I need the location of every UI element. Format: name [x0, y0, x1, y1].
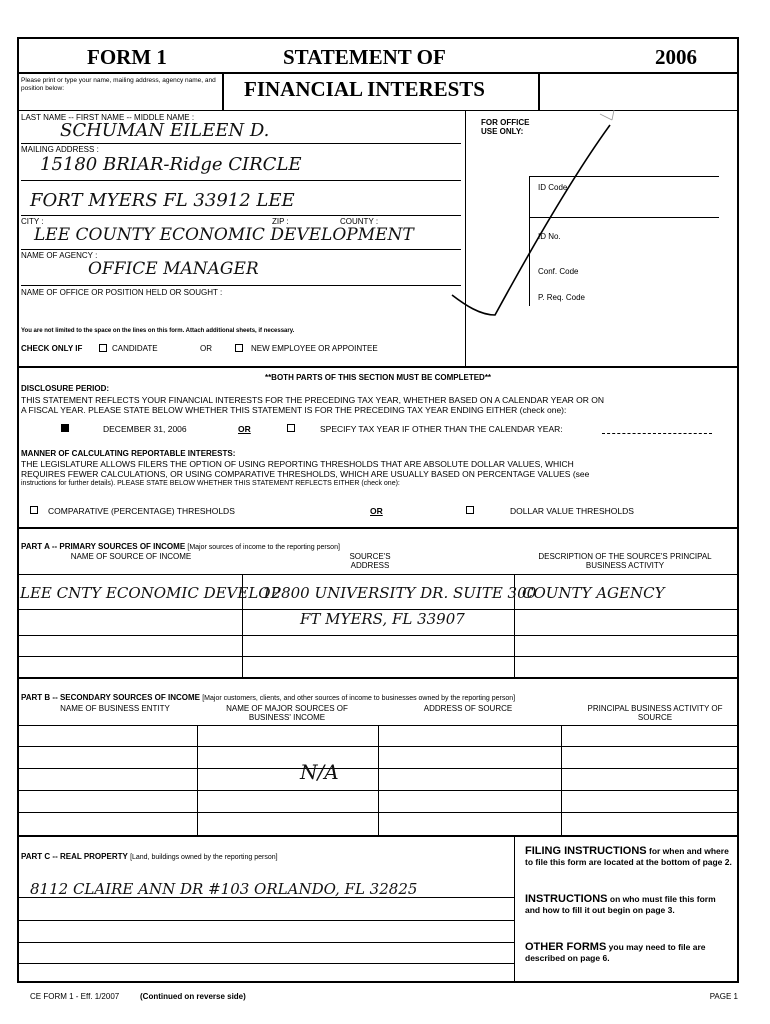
part-a-row1-address: 12800 UNIVERSITY DR. SUITE 300: [262, 584, 537, 602]
other-forms-title: OTHER FORMS: [525, 941, 607, 953]
candidate-checkbox[interactable]: [99, 344, 107, 352]
part-a-title: PART A -- PRIMARY SOURCES OF INCOME: [21, 542, 186, 551]
other-forms-text: you may need to file are described on page 6.: [525, 942, 706, 963]
office-use-title: FOR OFFICE USE ONLY:: [481, 118, 530, 136]
check-only-if: CHECK ONLY IF: [21, 344, 83, 353]
general-instructions-text: on who must file this form and how to fill it out begin on page 3.: [525, 894, 716, 915]
name-label: LAST NAME -- FIRST NAME -- MIDDLE NAME :: [21, 113, 195, 122]
part-a-heading: [21, 542, 340, 552]
footer-continued: (Continued on reverse side): [140, 992, 246, 1001]
or-label: OR: [200, 344, 212, 353]
specify-checkbox[interactable]: [287, 424, 295, 432]
part-b-col2: NAME OF MAJOR SOURCES OF BUSINESS' INCOME: [226, 704, 348, 722]
part-c-row1: 8112 CLAIRE ANN DR #103 ORLANDO, FL 32825: [30, 880, 418, 898]
part-a-subtitle: [Major sources of income to the reporting person]: [187, 544, 340, 551]
id-code-label: ID Code: [538, 183, 568, 192]
city-label: CITY :: [21, 217, 44, 226]
part-b-col4: PRINCIPAL BUSINESS ACTIVITY OF SOURCE: [587, 704, 723, 722]
position-label: NAME OF OFFICE OR POSITION HELD OR SOUGHT :: [21, 288, 223, 297]
comparative-label: COMPARATIVE (PERCENTAGE) THRESHOLDS: [48, 506, 235, 516]
candidate-label: CANDIDATE: [112, 344, 158, 353]
part-a-row2-address: FT MYERS, FL 33907: [300, 610, 465, 628]
manner-text3: instructions for further details). PLEASE STATE BELOW WHETHER THIS STATEMENT REFLECTS EITHER (check one):: [21, 480, 400, 487]
comparative-checkbox[interactable]: [30, 506, 38, 514]
manner-or: OR: [370, 506, 383, 516]
dollar-label: DOLLAR VALUE THRESHOLDS: [510, 506, 634, 516]
part-b-title: PART B -- SECONDARY SOURCES OF INCOME: [21, 693, 200, 702]
county-label: COUNTY :: [340, 217, 379, 226]
manner-label: MANNER OF CALCULATING REPORTABLE INTERESTS:: [21, 449, 236, 458]
part-c-title: PART C -- REAL PROPERTY: [21, 852, 128, 861]
general-instructions: [525, 894, 733, 915]
part-b-subtitle: [Major customers, clients, and other sources of income to businesses owned by the reporting person]: [202, 695, 516, 702]
title-line2: FINANCIAL INTERESTS: [244, 77, 485, 101]
new-employee-label: NEW EMPLOYEE OR APPOINTEE: [251, 344, 378, 353]
p-req-code-label: P. Req. Code: [538, 293, 585, 302]
dollar-checkbox[interactable]: [466, 506, 474, 514]
both-parts-note: **BOTH PARTS OF THIS SECTION MUST BE COMPLETED**: [264, 373, 492, 382]
mailing-line2: FORT MYERS FL 33912 LEE: [30, 190, 295, 211]
part-a-col3: DESCRIPTION OF THE SOURCE'S PRINCIPAL BUSINESS ACTIVITY: [538, 552, 712, 570]
position-value: OFFICE MANAGER: [88, 259, 259, 279]
id-no-label: ID No.: [538, 232, 561, 241]
form-number: FORM 1: [87, 45, 167, 69]
filing-instructions-title: FILING INSTRUCTIONS: [525, 845, 647, 857]
disclosure-period-label: DISCLOSURE PERIOD:: [21, 384, 110, 393]
part-a-row1-name: LEE CNTY ECONOMIC DEVELOP: [20, 584, 281, 602]
print-note: Please print or type your name, mailing address, agency name, and position below:: [21, 77, 216, 92]
agency-value: LEE COUNTY ECONOMIC DEVELOPMENT: [34, 225, 414, 245]
new-employee-checkbox[interactable]: [235, 344, 243, 352]
agency-label: NAME OF AGENCY :: [21, 251, 98, 260]
part-a-col1: NAME OF SOURCE OF INCOME: [70, 552, 192, 561]
period-or: OR: [238, 424, 251, 434]
form-year: 2006: [655, 45, 697, 69]
part-b-col1: NAME OF BUSINESS ENTITY: [60, 704, 170, 713]
filing-instructions-text: for when and where to file this form are located at the bottom of page 2.: [525, 846, 732, 867]
general-instructions-title: INSTRUCTIONS: [525, 893, 608, 905]
part-b-heading: [21, 693, 515, 703]
part-a-col2: SOURCE'S ADDRESS: [349, 552, 391, 570]
mailing-label: MAILING ADDRESS :: [21, 145, 99, 154]
footer-page: PAGE 1: [709, 992, 738, 1001]
footer-form-id: CE FORM 1 - Eff. 1/2007: [30, 992, 120, 1001]
period-text1: THIS STATEMENT REFLECTS YOUR FINANCIAL INTERESTS FOR THE PRECEDING TAX YEAR, WHETHER BASED ON A CALENDAR YEAR OR ON: [21, 395, 604, 405]
manner-text1: THE LEGISLATURE ALLOWS FILERS THE OPTION OF USING REPORTING THRESHOLDS THAT ARE ABSOLUTE DOLLAR VALUES, WHICH: [21, 459, 574, 469]
part-a-row1-description: COUNTY AGENCY: [522, 584, 665, 602]
filing-instructions: [525, 846, 733, 867]
limit-note: You are not limited to the space on the lines on this form. Attach additional sheets, if necessary.: [21, 328, 295, 334]
dec31-label: DECEMBER 31, 2006: [103, 424, 187, 434]
zip-label: ZIP :: [272, 217, 289, 226]
part-b-col3: ADDRESS OF SOURCE: [423, 704, 513, 713]
part-b-na: N/A: [300, 760, 339, 784]
office-checkmark-scribble: [440, 110, 740, 330]
title-line1: STATEMENT OF: [283, 45, 446, 69]
part-c-subtitle: [Land, buildings owned by the reporting person]: [130, 854, 278, 861]
mailing-line1: 15180 BRIAR-Ridge CIRCLE: [40, 154, 302, 175]
other-forms: [525, 942, 733, 963]
conf-code-label: Conf. Code: [538, 267, 579, 276]
part-c-heading: [21, 852, 278, 862]
manner-text2: REQUIRES FEWER CALCULATIONS, OR USING COMPARATIVE THRESHOLDS, WHICH ARE USUALLY BASED ON PERCENTAGE VALUES (see: [21, 469, 590, 479]
name-value: SCHUMAN EILEEN D.: [60, 120, 270, 141]
period-text2: A FISCAL YEAR. PLEASE STATE BELOW WHETHER THIS STATEMENT IS FOR THE PRECEDING TAX YEAR ENDING EITHER (check one):: [21, 405, 567, 415]
specify-label: SPECIFY TAX YEAR IF OTHER THAN THE CALENDAR YEAR:: [320, 424, 563, 434]
dec31-checkbox[interactable]: [61, 424, 69, 432]
